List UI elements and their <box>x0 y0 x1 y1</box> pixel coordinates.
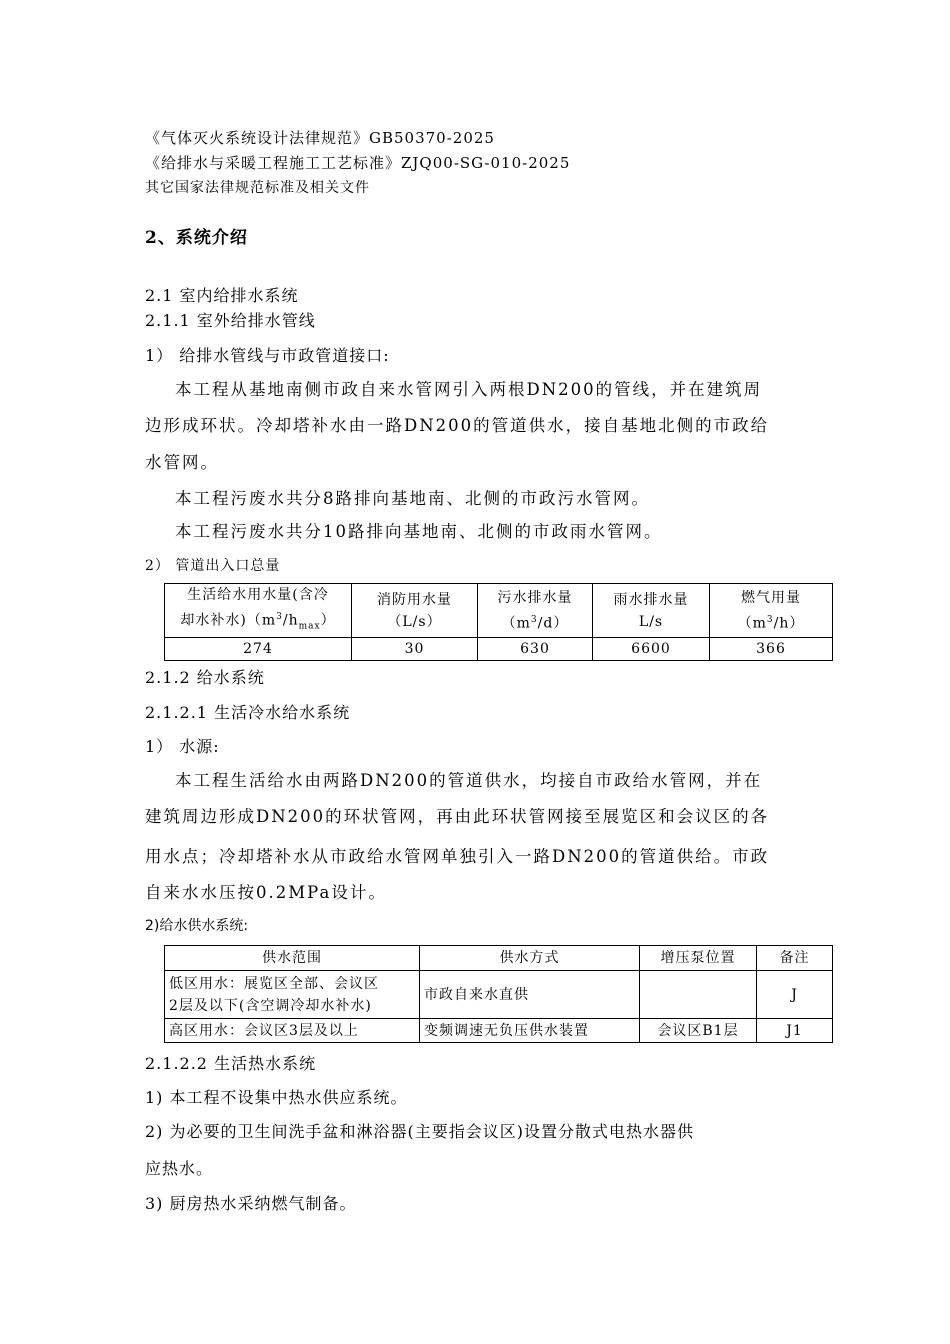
paragraph-2: 本工程污废水共分8路排向基地南、北侧的市政污水管网。 <box>175 489 650 508</box>
paragraph-4-line-3: 用水点；冷却塔补水从市政给水管网单独引入一路DN200的管道供给。市政 <box>145 847 770 866</box>
header-fire-water: 消防用水量 （L/s） <box>352 584 478 638</box>
pipe-flow-table <box>164 583 833 661</box>
hot-water-item-2-cont: 应热水。 <box>145 1159 214 1178</box>
paragraph-3: 本工程污废水共分10路排向基地南、北侧的市政雨水管网。 <box>175 522 663 541</box>
paragraph-4-line-2: 建筑周边形成DN200的环状管网，再由此环状管网接至展览区和会议区的各 <box>145 807 770 826</box>
header-rainwater: 雨水排水量 L/s <box>593 584 710 638</box>
table-cell: 274 <box>165 638 352 661</box>
table-cell: 变频调速无负压供水装置 <box>420 1019 640 1043</box>
table-cell: J <box>757 971 833 1019</box>
paragraph-1-line-2: 边形成环状。冷却塔补水由一路DN200的管道供水，接自基地北侧的市政给 <box>145 416 770 435</box>
reference-line-2: 《给排水与采暖工程施工工艺标准》ZJQ00-SG-010-2025 <box>145 154 571 172</box>
table-cell: 366 <box>710 638 833 661</box>
subsection-2-1-1: 2.1.1 室外给排水管线 <box>145 311 316 330</box>
hot-water-item-3: 3) 厨房热水采纳燃气制备。 <box>145 1194 357 1213</box>
table-cell: 会议区B1层 <box>640 1019 757 1043</box>
item-2-heading: 2） 管道出入口总量 <box>145 558 281 574</box>
section-title: 2、系统介绍 <box>145 228 248 248</box>
item-1-heading: 1） 给排水管线与市政管道接口: <box>145 346 390 365</box>
water-supply-table <box>164 945 833 1043</box>
table-cell: 低区用水：展览区全部、会议区 2层及以下(含空调冷却水补水) <box>165 971 420 1019</box>
table-cell: 高区用水：会议区3层及以上 <box>165 1019 420 1043</box>
header-remark: 备注 <box>757 946 833 971</box>
table-row <box>165 971 833 1019</box>
table-cell: 630 <box>478 638 593 661</box>
table-row <box>165 638 833 661</box>
table-cell: 6600 <box>593 638 710 661</box>
table-cell: 市政自来水直供 <box>420 971 640 1019</box>
hot-water-item-2: 2) 为必要的卫生间洗手盆和淋浴器(主要指会议区)设置分散式电热水器供 <box>145 1122 694 1141</box>
subsection-2-1-2-1: 2.1.2.1 生活冷水给水系统 <box>145 703 351 722</box>
hot-water-item-1: 1) 本工程不设集中热水供应系统。 <box>145 1088 408 1107</box>
reference-line-3: 其它国家法律规范标准及相关文件 <box>145 180 370 196</box>
table-cell: J1 <box>757 1019 833 1043</box>
header-domestic-water: 生活给水用水量(含冷 却水补水)$(m^3/h_{max})$ <box>165 584 352 638</box>
paragraph-4-line-4: 自来水水压按0.2MPa设计。 <box>145 883 387 902</box>
water-source-heading: 1） 水源: <box>145 737 220 756</box>
header-supply-method: 供水方式 <box>420 946 640 971</box>
paragraph-1-line-1: 本工程从基地南侧市政自来水管网引入两根DN200的管线，并在建筑周 <box>175 380 763 399</box>
header-pump-location: 增压泵位置 <box>640 946 757 971</box>
table-header-row <box>165 946 833 971</box>
paragraph-4-line-1: 本工程生活给水由两路DN200的管道供水，均接自市政给水管网，并在 <box>175 771 763 790</box>
subsection-2-1: 2.1 室内给排水系统 <box>145 286 299 305</box>
table-header-row <box>165 584 833 638</box>
subsection-2-1-2: 2.1.2 给水系统 <box>145 668 265 687</box>
table-cell <box>640 971 757 1019</box>
header-gas: 燃气用量 $(m^3/h)$ <box>710 584 833 638</box>
header-sewage: 污水排水量 $(m^3/d)$ <box>478 584 593 638</box>
paragraph-1-line-3: 水管网。 <box>145 453 219 472</box>
supply-system-heading: 2)给水供水系统: <box>145 918 249 934</box>
subsection-2-1-2-2: 2.1.2.2 生活热水系统 <box>145 1054 317 1073</box>
table-row <box>165 1019 833 1043</box>
reference-line-1: 《气体灭火系统设计法律规范》GB50370-2025 <box>145 129 495 147</box>
header-supply-range: 供水范围 <box>165 946 420 971</box>
table-cell: 30 <box>352 638 478 661</box>
